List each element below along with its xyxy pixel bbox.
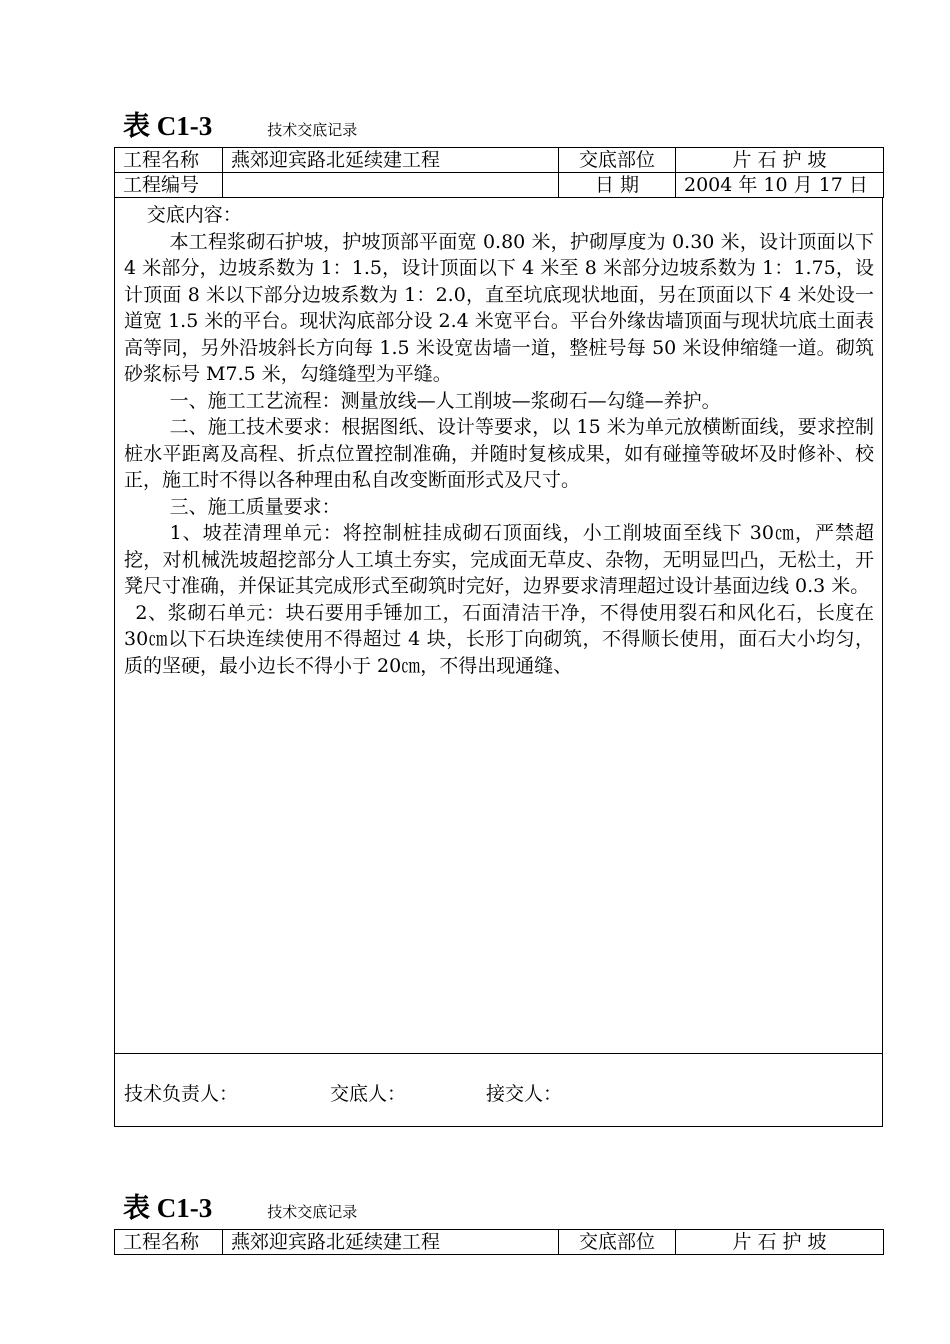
location-value: 片 石 护 坡 [676,1230,884,1255]
content-box [114,198,883,1054]
info-table [114,147,884,198]
project-no-value [223,173,559,198]
content-paragraph: 二、施工技术要求：根据图纸、设计等要求，以 15 米为单元放横断面线，要求控制桩水平距离及高程、折点位置控制准确，并随时复核成果，如有碰撞等破坏及时修补、校正，施工时不得以各种理由私自改变断面形式及尺寸。 [124,416,874,491]
project-name-label: 工程名称 [115,1230,223,1255]
project-name-label: 工程名称 [115,148,223,173]
location-label: 交底部位 [559,1230,676,1255]
content-paragraph: 一、施工工艺流程：测量放线—人工削坡—浆砌石—勾缝—养护。 [169,389,721,412]
content-paragraph: 1、坡茬清理单元：将控制桩挂成砌石顶面线，小工削坡面至线下 30㎝，严禁超挖，对机械洗坡超挖部分人工填土夯实，完成面无草皮、杂物，无明显凹凸，无松土，开凳尺寸准确，并保证其完成形式至砌筑时完好，边界要求清理超过设计基面边线 0.3 米。 [124,522,874,597]
form-header [123,1186,357,1226]
date-label: 日 期 [559,173,676,198]
table-row [115,173,884,198]
project-name-value: 燕郊迎宾路北延续建工程 [223,148,559,173]
content-heading: 交底内容： [146,204,242,226]
form-header [123,104,357,144]
table-row [115,148,884,173]
content-paragraph: 本工程浆砌石护坡，护坡顶部平面宽 0.80 米，护砌厚度为 0.30 米，设计顶面以下 4 米部分，边坡系数为 1：1.5，设计顶面以下 4 米至 8 米部分边坡系数为 1：1.75，设计顶面 8 米以下部分边坡系数为 1：2.0，直至坑底现状地面，另在顶面以下 4 米处设一道宽 1.5 米的平台。现状沟底部分设 2.4 米宽平台。平台外缘齿墙顶面与现状坑底土面表高等同，另外沿坡斜长方向每 1.5 米设宽齿墙一道，整桩号每 50 米设伸缩缝一道。砌筑砂浆标号 M7.5 米，勾缝缝型为平缝。 [124,230,874,385]
content-paragraph: 三、施工质量要求： [169,495,341,518]
table-row [115,1230,884,1255]
content-body [115,198,882,679]
tech-lead-signature-label: 技术负责人： [124,1083,239,1105]
location-value: 片 石 护 坡 [676,148,884,173]
form-title: 技术交底记录 [267,1203,358,1221]
location-label: 交底部位 [559,148,676,173]
signature-box [114,1053,883,1127]
content-paragraph: 2、浆砌石单元：块石要用手锤加工，石面清洁干净，不得使用裂石和风化石，长度在 30㎝以下石块连续使用不得超过 4 块，长形丁向砌筑，不得顺长使用，面石大小均匀，质的坚硬，最小边长不得小于 20㎝，不得出现通缝、 [124,601,874,677]
presenter-signature-label: 交底人： [330,1083,407,1105]
project-no-label: 工程编号 [115,173,223,198]
receiver-signature-label: 接交人： [486,1083,563,1105]
form-title: 技术交底记录 [267,121,358,139]
project-name-value: 燕郊迎宾路北延续建工程 [223,1230,559,1255]
form-code: 表 C1-3 [123,111,213,141]
form-code: 表 C1-3 [123,1193,213,1223]
info-table [114,1229,884,1255]
date-value: 2004 年 10 月 17 日 [676,173,884,198]
